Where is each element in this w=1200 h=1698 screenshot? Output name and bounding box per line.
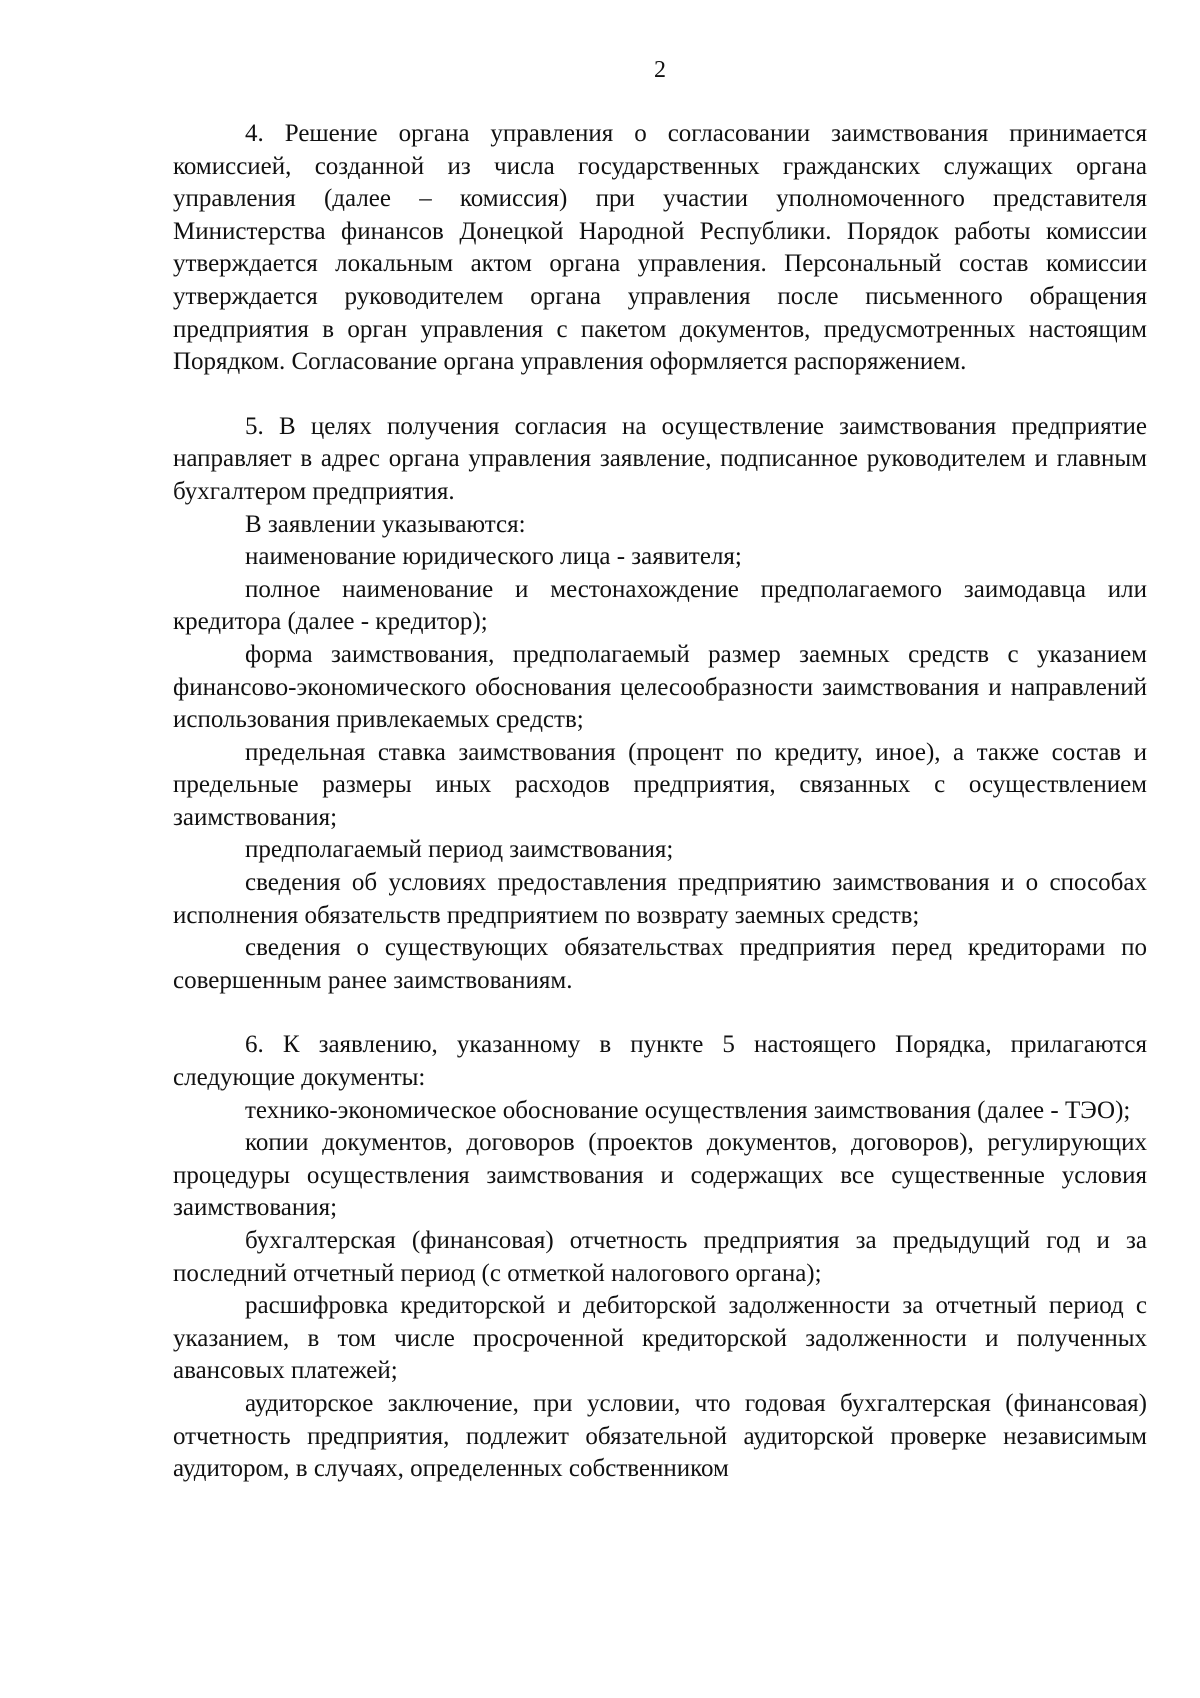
paragraph-item-5: 5. В целях получения согласия на осуществление заимствования предприятие направляет в адрес органа управления заявление, подписанное руководителем и главным бухгалтером предприятия. <box>173 412 1147 505</box>
list-item: бухгалтерская (финансовая) отчетность предприятия за предыдущий год и за последний отчетный период (с отметкой налогового органа); <box>173 1227 1147 1287</box>
list-item: аудиторское заключение, при условии, что годовая бухгалтерская (финансовая) отчетность предприятия, подлежит обязательной аудиторской проверке независимым аудитором, в случаях, определенных собственником <box>173 1389 1147 1483</box>
page-number: 2 <box>654 57 666 83</box>
list-item: технико-экономическое обоснование осуществления заимствования (далее - ТЭО); <box>245 1096 1131 1124</box>
paragraph-statement-intro: В заявлении указываются: <box>245 510 526 538</box>
list-item: предполагаемый период заимствования; <box>245 836 674 864</box>
list-item: сведения о существующих обязательствах предприятия перед кредиторами по совершенным ранее заимствованиям. <box>173 934 1147 994</box>
list-item: предельная ставка заимствования (процент по кредиту, иное), а также состав и предельные размеры иных расходов предприятия, связанных с осуществлением заимствования; <box>173 738 1147 831</box>
list-item: полное наименование и местонахождение предполагаемого заимодавца или кредитора (далее - кредитор); <box>173 575 1147 636</box>
document-body <box>173 118 1147 1486</box>
list-item: сведения об условиях предоставления предприятию заимствования и о способах исполнения обязательств предприятием по возврату заемных средств; <box>173 869 1147 929</box>
list-item: форма заимствования, предполагаемый размер заемных средств с указанием финансово-экономического обоснования целесообразности заимствования и направлений использования привлекаемых средств; <box>173 640 1147 734</box>
list-item: расшифровка кредиторской и дебиторской задолженности за отчетный период с указанием, в том числе просроченной кредиторской задолженности и полученных авансовых платежей; <box>173 1292 1147 1385</box>
paragraph-item-4: 4. Решение органа управления о согласовании заимствования принимается комиссией, созданной из числа государственных гражданских служащих органа управления (далее – комиссия) при участии уполномоченного представителя Министерства финансов Донецкой Народной Республики. Порядок работы комиссии утверждается локальным актом органа управления. Персональный состав комиссии утверждается руководителем органа управления после письменного обращения предприятия в орган управления с пакетом документов, предусмотренных настоящим Порядком. Согласование органа управления оформляется распоряжением. <box>173 120 1147 376</box>
paragraph-item-6: 6. К заявлению, указанному в пункте 5 настоящего Порядка, прилагаются следующие документы: <box>173 1031 1147 1092</box>
list-item: наименование юридического лица - заявителя; <box>245 543 742 571</box>
list-item: копии документов, договоров (проектов документов, договоров), регулирующих процедуры осуществления заимствования и содержащих все существенные условия заимствования; <box>173 1129 1147 1222</box>
